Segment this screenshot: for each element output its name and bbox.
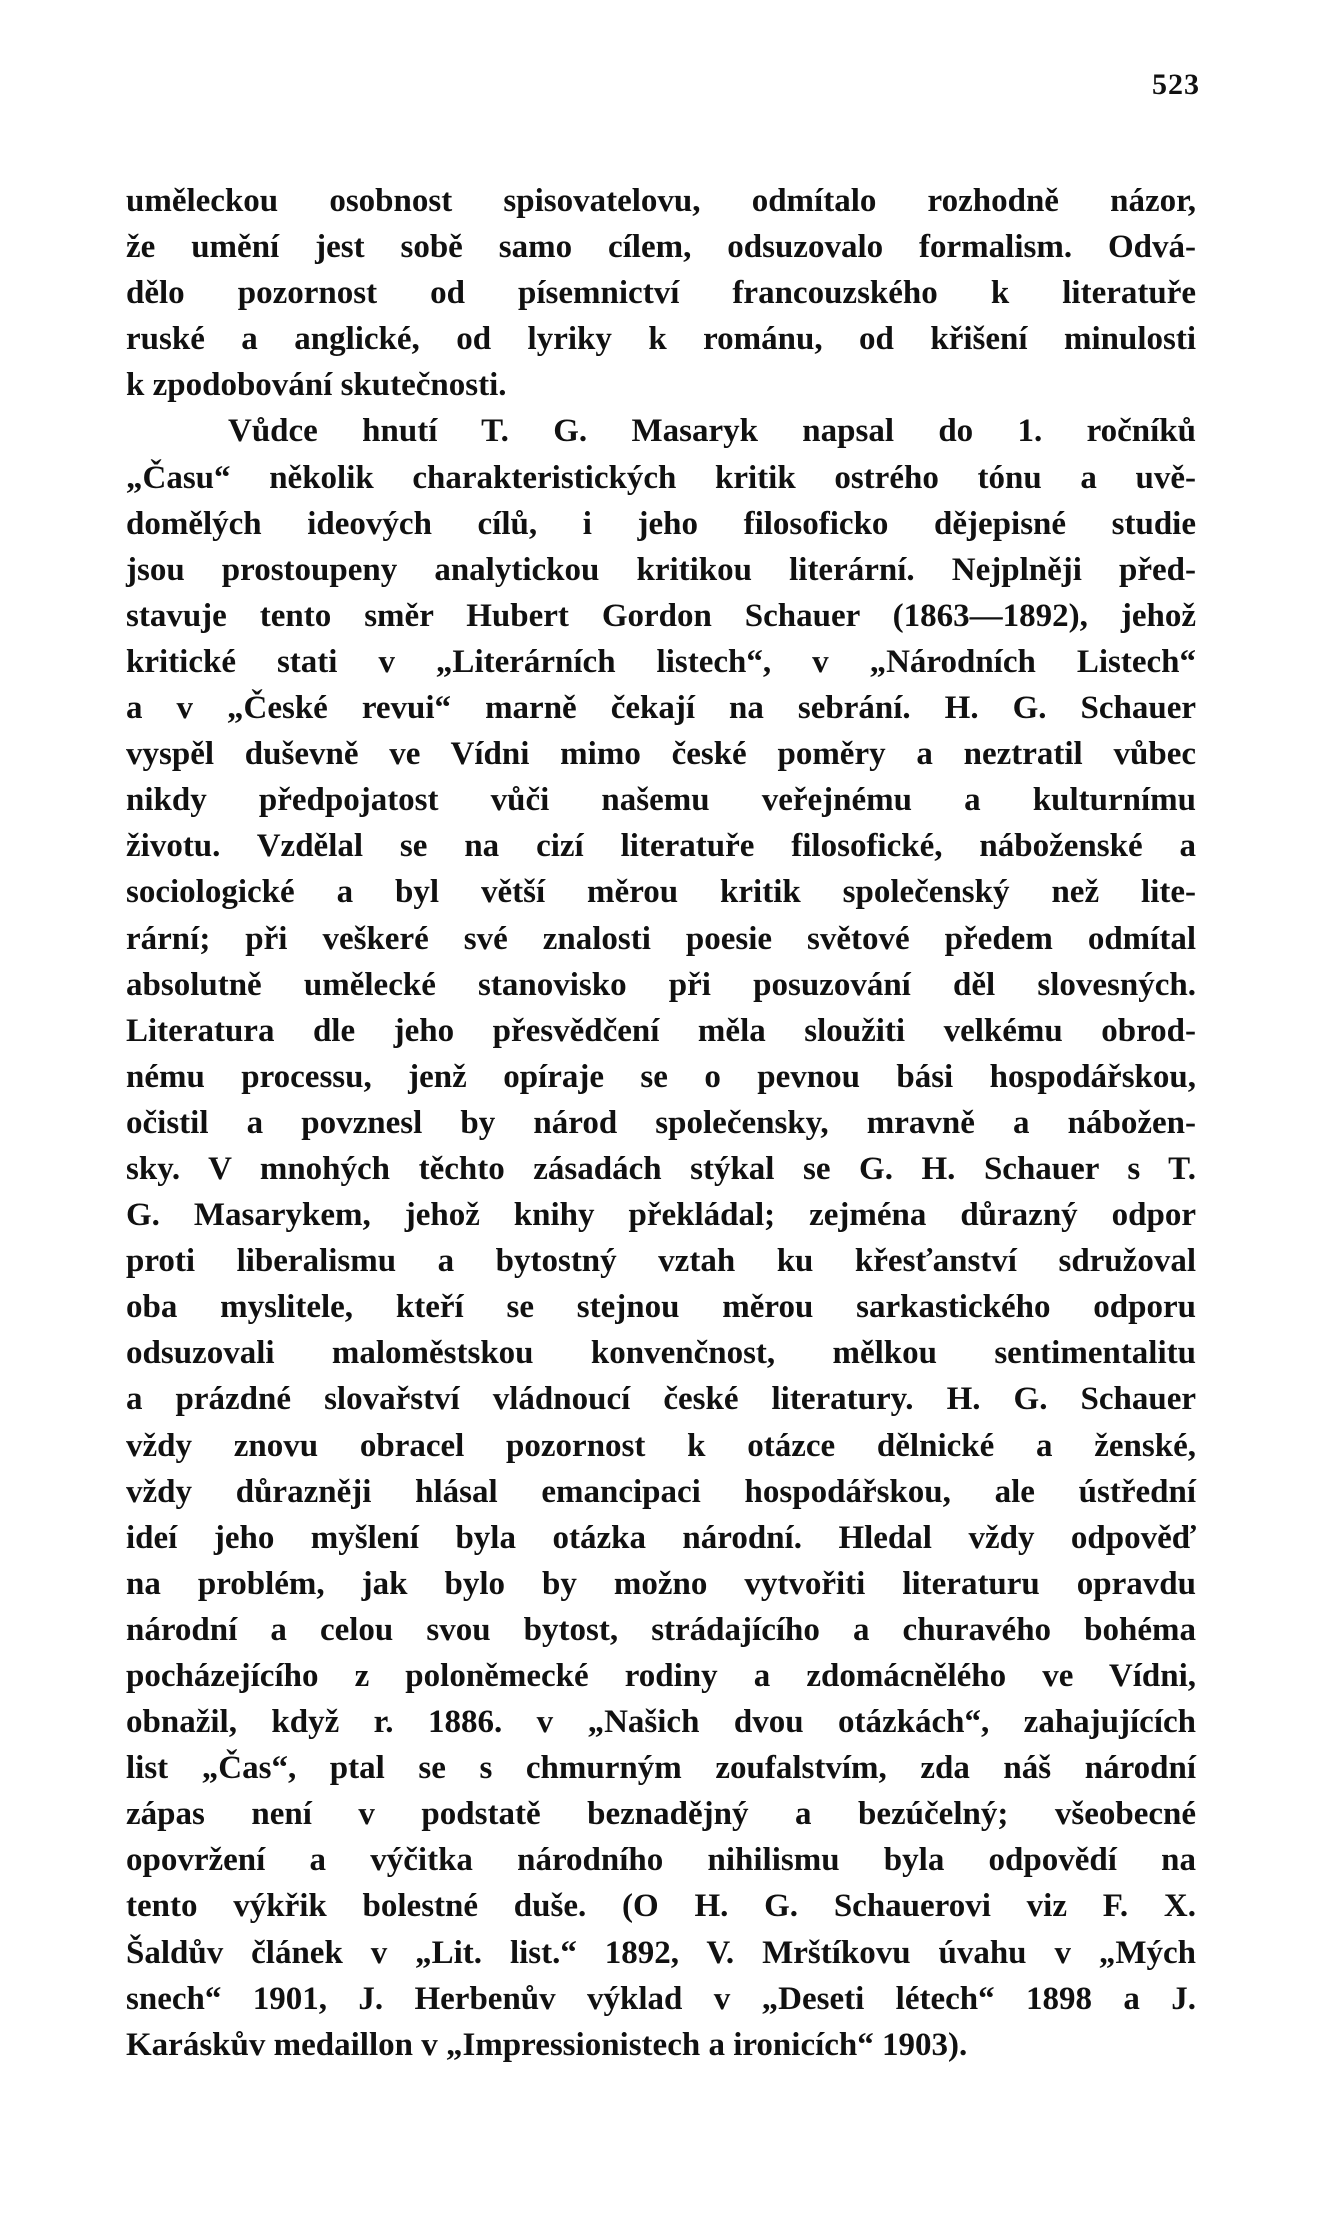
text-line: „Času“ několik charakteristických kritik ostrého tónu a uvě-	[126, 459, 1196, 496]
text-line: Literatura dle jeho přesvědčení měla sloužiti velkému obrod-	[126, 1012, 1196, 1049]
text-line: G. Masarykem, jehož knihy překládal; zejména důrazný odpor	[126, 1197, 1196, 1234]
text-line: snech“ 1901, J. Herbenův výklad v „Deseti létech“ 1898 a J.	[126, 1980, 1196, 2017]
text-line: nému processu, jenž opíraje se o pevnou bási hospodářskou,	[126, 1058, 1196, 1095]
text-line: absolutně umělecké stanovisko při posuzování děl slovesných.	[126, 966, 1196, 1003]
page-number: 523	[1152, 68, 1200, 101]
text-line: rární; při veškeré své znalosti poesie světové předem odmítal	[126, 920, 1196, 957]
text-line: Karáskův medaillon v „Impressionistech a ironicích“ 1903).	[126, 2026, 968, 2063]
paragraph-start-line: Vůdce hnutí T. G. Masaryk napsal do 1. ročníků	[228, 413, 1196, 450]
text-line: uměleckou osobnost spisovatelovu, odmítalo rozhodně názor,	[126, 183, 1196, 219]
text-line: vždy znovu obracel pozornost k otázce dělnické a ženské,	[126, 1427, 1196, 1464]
text-line: ideí jeho myšlení byla otázka národní. Hledal vždy odpověď	[126, 1519, 1196, 1556]
text-line: list „Čas“, ptal se s chmurným zoufalstvím, zda náš národní	[126, 1750, 1196, 1787]
text-line: očistil a povznesl by národ společensky, mravně a nábožen-	[126, 1104, 1196, 1141]
text-line: kritické stati v „Literárních listech“, v „Národních Listech“	[126, 643, 1196, 680]
text-line: stavuje tento směr Hubert Gordon Schauer (1863—1892), jehož	[126, 597, 1196, 634]
text-line: sociologické a byl větší měrou kritik společenský než lite-	[126, 874, 1196, 911]
text-line: na problém, jak bylo by možno vytvořiti literaturu opravdu	[126, 1565, 1196, 1602]
text-line: nikdy předpojatost vůči našemu veřejnému a kulturnímu	[126, 782, 1196, 819]
text-line: vyspěl duševně ve Vídni mimo české poměry a neztratil vůbec	[126, 736, 1196, 773]
text-line: že umění jest sobě samo cílem, odsuzovalo formalism. Odvá-	[126, 229, 1196, 266]
text-line: životu. Vzdělal se na cizí literatuře filosofické, náboženské a	[126, 828, 1196, 865]
text-line: jsou prostoupeny analytickou kritikou literární. Nejplněji před-	[126, 551, 1196, 588]
text-line: oba myslitele, kteří se stejnou měrou sarkastického odporu	[126, 1289, 1196, 1326]
text-line: opovržení a výčitka národního nihilismu byla odpovědí na	[126, 1842, 1196, 1879]
text-line: ruské a anglické, od lyriky k románu, od křišení minulosti	[126, 321, 1196, 358]
text-line: národní a celou svou bytost, strádajícího a churavého bohéma	[126, 1611, 1196, 1648]
body-text	[126, 178, 1196, 2068]
text-line: tento výkřik bolestné duše. (O H. G. Schauerovi viz F. X.	[126, 1888, 1196, 1925]
text-line: a v „České revui“ marně čekají na sebrání. H. G. Schauer	[126, 690, 1196, 727]
text-line: Šaldův článek v „Lit. list.“ 1892, V. Mrštíkovu úvahu v „Mých	[126, 1934, 1196, 1971]
text-line: pocházejícího z poloněmecké rodiny a zdomácnělého ve Vídni,	[126, 1658, 1196, 1694]
text-line: odsuzovali maloměstskou konvenčnost, mělkou sentimentalitu	[126, 1335, 1196, 1372]
text-line: proti liberalismu a bytostný vztah ku křesťanství sdružoval	[126, 1243, 1196, 1280]
text-line: dělo pozornost od písemnictví francouzského k literatuře	[126, 275, 1196, 312]
text-line: sky. V mnohých těchto zásadách stýkal se G. H. Schauer s T.	[126, 1150, 1196, 1187]
text-line: vždy důrazněji hlásal emancipaci hospodářskou, ale ústřední	[126, 1473, 1196, 1510]
text-line: obnažil, když r. 1886. v „Našich dvou otázkách“, zahajujících	[126, 1704, 1196, 1741]
text-line: zápas není v podstatě beznadějný a bezúčelný; všeobecné	[126, 1796, 1196, 1833]
text-line: k zpodobování skutečnosti.	[126, 367, 507, 404]
text-line: a prázdné slovařství vládnoucí české literatury. H. G. Schauer	[126, 1381, 1196, 1418]
text-line: domělých ideových cílů, i jeho filosoficko dějepisné studie	[126, 505, 1196, 542]
